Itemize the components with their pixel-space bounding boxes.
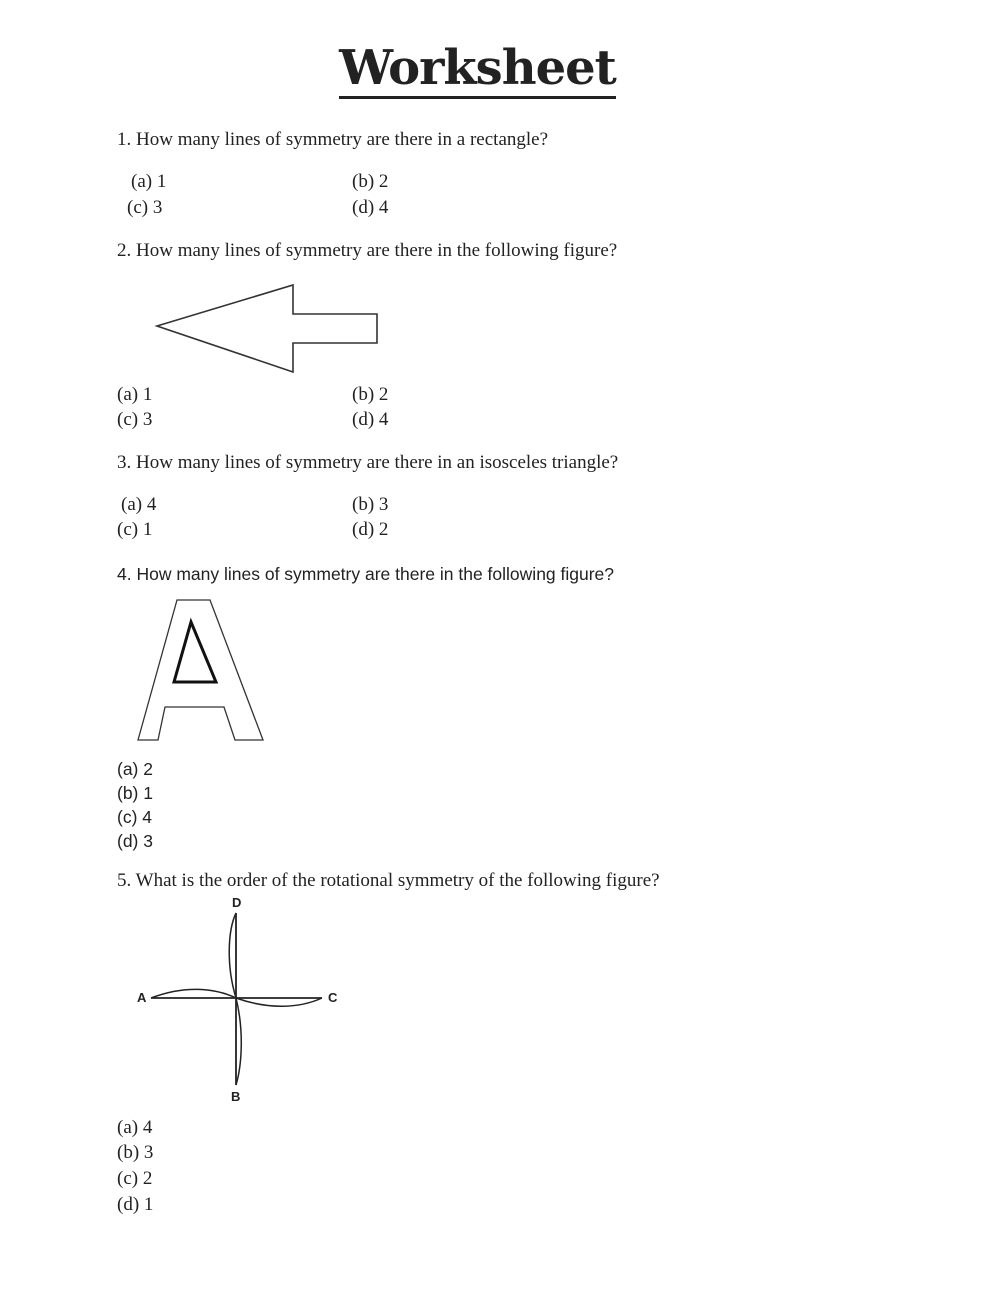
q3-option-c[interactable]: (c) 1	[117, 519, 153, 540]
figure-label-b: B	[231, 1089, 241, 1104]
q2-option-c[interactable]: (c) 3	[117, 409, 153, 430]
question-5-text: 5. What is the order of the rotational symmetry of the following figure?	[117, 870, 660, 891]
q5-option-d[interactable]: (d) 1	[117, 1194, 154, 1215]
q5-option-c[interactable]: (c) 2	[117, 1168, 153, 1189]
q1-option-b[interactable]: (b) 2	[352, 171, 389, 192]
q4-option-a[interactable]: (a) 2	[117, 759, 153, 779]
q3-option-a[interactable]: (a) 4	[121, 494, 157, 515]
page-title: Worksheet	[0, 38, 955, 98]
q5-option-a[interactable]: (a) 4	[117, 1117, 153, 1138]
q1-option-d[interactable]: (d) 4	[352, 197, 389, 218]
q4-option-d[interactable]: (d) 3	[117, 831, 153, 851]
q4-option-c[interactable]: (c) 4	[117, 807, 152, 827]
question-3-text: 3. How many lines of symmetry are there in an isosceles triangle?	[117, 452, 619, 473]
figure-label-a: A	[137, 990, 147, 1005]
question-2-text: 2. How many lines of symmetry are there in the following figure?	[117, 240, 618, 261]
q1-option-a[interactable]: (a) 1	[131, 171, 167, 192]
question-4-text: 4. How many lines of symmetry are there in the following figure?	[117, 564, 615, 584]
figure-label-d: D	[232, 895, 242, 910]
q5-option-b[interactable]: (b) 3	[117, 1142, 154, 1163]
question-1-text: 1. How many lines of symmetry are there in a rectangle?	[117, 129, 549, 150]
q1-option-c[interactable]: (c) 3	[127, 197, 163, 218]
q2-option-d[interactable]: (d) 4	[352, 409, 389, 430]
q3-option-d[interactable]: (d) 2	[352, 519, 389, 540]
figure-label-c: C	[328, 990, 338, 1005]
q2-option-b[interactable]: (b) 2	[352, 384, 389, 405]
q2-option-a[interactable]: (a) 1	[117, 384, 153, 405]
q3-option-b[interactable]: (b) 3	[352, 494, 389, 515]
q4-option-b[interactable]: (b) 1	[117, 783, 153, 803]
